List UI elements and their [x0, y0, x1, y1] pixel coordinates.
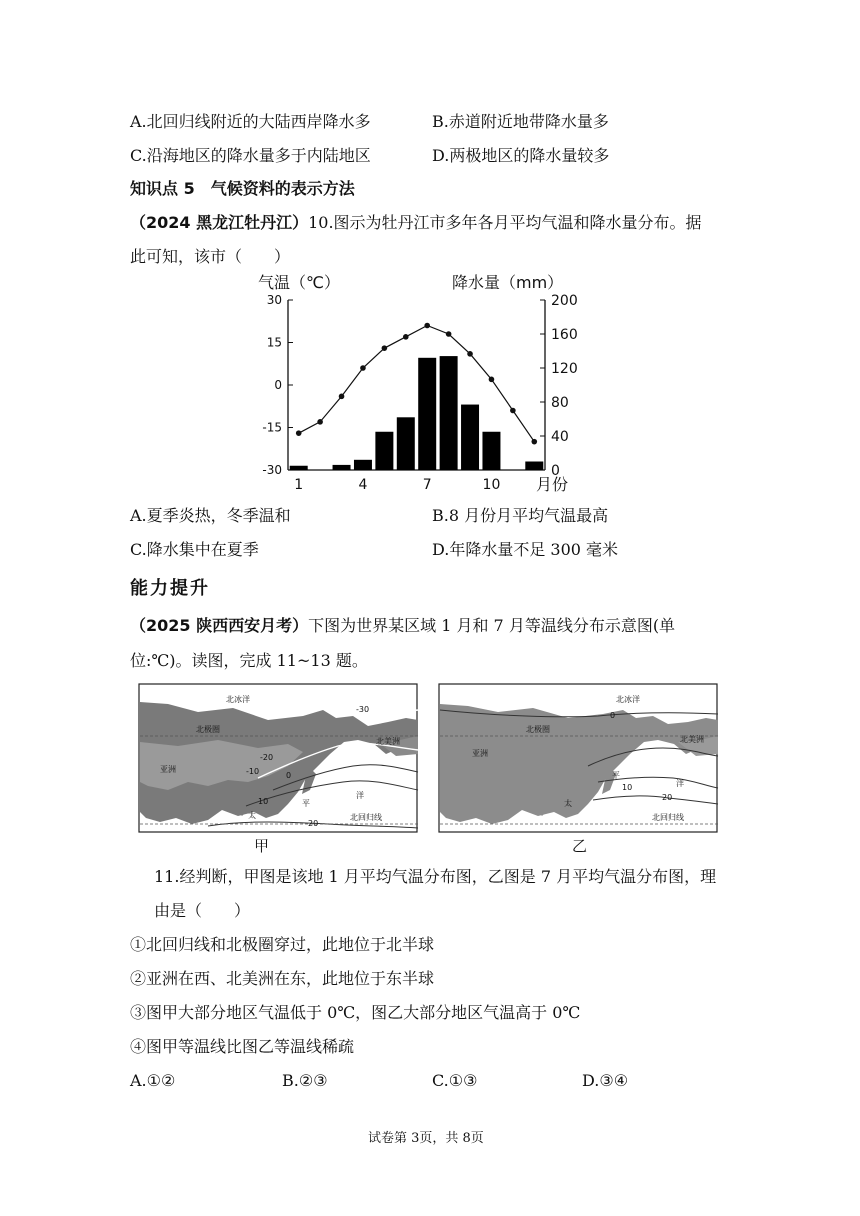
q11-item-1: ①北回归线和北极圈穿过，此地位于北半球	[130, 935, 435, 954]
map-yi-label-arctic-ocean: 北冰洋	[616, 695, 640, 704]
q11-item-2: ②亚洲在西、北美洲在东，此地位于东半球	[130, 969, 435, 988]
q10-option-c: C.降水集中在夏季	[130, 540, 259, 559]
chart-right-tick-label: 40	[551, 429, 569, 445]
map-yi	[438, 682, 720, 857]
chart-precip-bar	[461, 405, 479, 470]
chart-temperature-point	[446, 331, 452, 337]
chart-right-tick-label: 120	[551, 361, 578, 377]
section-ability-title: 能力提升	[130, 578, 210, 599]
q11-option-a: A.①②	[130, 1071, 176, 1090]
chart-temperature-point	[317, 419, 323, 425]
q11-13-intro-line1	[130, 615, 675, 637]
chart-precip-bar	[440, 356, 458, 470]
map-yi-label-north-america: 北美洲	[680, 735, 704, 744]
q10-line1	[130, 212, 702, 234]
q11-13-source: （2025 陕西西安月考）	[130, 616, 309, 635]
q11-item-3: ③图甲大部分地区气温低于 0℃，图乙大部分地区气温高于 0℃	[130, 1003, 581, 1022]
q11-stem-2: 由是（ ）	[154, 901, 251, 920]
chart-precip-bar	[333, 465, 351, 470]
map-jia-label-yang: 洋	[356, 791, 364, 800]
chart-x-tick-label: 7	[422, 477, 432, 493]
chart-temperature-line	[299, 326, 535, 442]
q10-option-b: B.8 月份月平均气温最高	[432, 506, 609, 525]
chart-temperature-point	[296, 430, 302, 436]
section-5-title: 知识点 5 气候资料的表示方法	[130, 179, 355, 198]
q11-option-b: B.②③	[282, 1071, 328, 1090]
q11-13-intro-text: 下图为世界某区域 1 月和 7 月等温线分布示意图(单	[308, 616, 676, 635]
chart-right-tick-label: 160	[551, 327, 578, 343]
chart-precip-bar	[482, 432, 500, 470]
map-yi-label-20: 20	[662, 793, 673, 802]
map-jia-label-m30: -30	[356, 705, 370, 714]
climate-chart	[250, 268, 595, 500]
chart-x-label: 月份	[536, 475, 569, 494]
q9-option-d: D.两极地区的降水量较多	[432, 146, 610, 165]
map-jia-label-arctic-ocean: 北冰洋	[226, 695, 250, 704]
q11-13-intro-line2: 位:℃)。读图，完成 11~13 题。	[130, 651, 368, 670]
chart-left-tick-label: 0	[274, 378, 282, 392]
map-yi-label-10: 10	[622, 783, 633, 792]
chart-temperature-point	[510, 408, 516, 414]
chart-x-tick-label: 4	[358, 477, 368, 493]
q10-source: （2024 黑龙江牡丹江）	[130, 213, 309, 232]
chart-precip-bar	[375, 432, 393, 470]
chart-temperature-point	[531, 439, 537, 445]
chart-precip-bar	[354, 460, 372, 470]
q9-option-c: C.沿海地区的降水量多于内陆地区	[130, 146, 371, 165]
chart-left-tick-label: -30	[262, 463, 282, 477]
map-yi-label-0: 0	[610, 711, 616, 720]
map-jia-label-20: 20	[308, 819, 319, 828]
map-jia-label-0: 0	[286, 771, 292, 780]
map-yi-label-asia: 亚洲	[472, 749, 488, 758]
chart-temperature-point	[403, 334, 409, 340]
q11-option-c: C.①③	[432, 1071, 478, 1090]
map-jia-caption: 甲	[254, 837, 270, 855]
chart-precip-bar	[397, 417, 415, 470]
chart-left-tick-label: -15	[262, 420, 282, 435]
chart-right-tick-label: 0	[551, 463, 560, 479]
q10-stem-1: 10.图示为牡丹江市多年各月平均气温和降水量分布。据	[308, 213, 702, 232]
map-yi-label-ping: 平	[612, 771, 620, 780]
map-jia-label-m10: -10	[246, 767, 260, 776]
chart-right-tick-label: 200	[551, 293, 578, 309]
q10-option-a: A.夏季炎热，冬季温和	[130, 506, 291, 525]
chart-precip-bar	[418, 358, 436, 470]
map-jia	[138, 682, 420, 857]
chart-temperature-point	[339, 394, 345, 400]
map-jia-label-asia: 亚洲	[160, 765, 176, 774]
q11-stem-1: 11.经判断，甲图是该地 1 月平均气温分布图，乙图是 7 月平均气温分布图，理	[154, 867, 717, 886]
chart-precip-bar	[290, 466, 308, 470]
map-jia-label-ping: 平	[302, 799, 310, 808]
chart-precip-bar	[525, 462, 543, 471]
chart-left-tick-label: 15	[266, 335, 282, 350]
chart-right-axis-label: 降水量（mm）	[452, 273, 564, 292]
map-yi-label-tropic: 北回归线	[652, 813, 684, 822]
q9-option-a: A.北回归线附近的大陆西岸降水多	[130, 112, 371, 131]
q9-option-b: B.赤道附近地带降水量多	[432, 112, 609, 131]
map-jia-label-tai: 太	[248, 811, 256, 820]
map-jia-label-10: 10	[258, 797, 269, 806]
map-yi-label-tai: 太	[564, 799, 572, 808]
chart-x-tick-label: 1	[294, 477, 304, 493]
q10-stem-2: 此可知，该市（ ）	[130, 247, 291, 266]
q11-item-4: ④图甲等温线比图乙等温线稀疏	[130, 1037, 355, 1056]
chart-right-tick-label: 80	[551, 395, 569, 411]
chart-temperature-point	[360, 365, 366, 371]
map-jia-label-arctic-circle: 北极圈	[196, 725, 220, 734]
map-yi-label-yang: 洋	[676, 779, 684, 788]
chart-x-tick-label: 10	[482, 477, 501, 493]
chart-temperature-point	[467, 351, 473, 357]
q10-option-d: D.年降水量不足 300 毫米	[432, 540, 619, 559]
chart-temperature-point	[382, 345, 388, 351]
map-jia-label-tropic: 北回归线	[350, 813, 382, 822]
map-yi-label-arctic-circle: 北极圈	[526, 725, 550, 734]
chart-left-axis-label: 气温（℃）	[258, 273, 340, 292]
chart-temperature-point	[424, 323, 430, 329]
q11-option-d: D.③④	[582, 1071, 629, 1090]
map-yi-caption: 乙	[572, 837, 588, 855]
map-jia-label-north-america: 北美洲	[376, 737, 400, 746]
chart-temperature-point	[489, 377, 495, 383]
chart-left-tick-label: 30	[266, 293, 282, 307]
map-jia-label-m20: -20	[260, 753, 274, 762]
page-footer: 试卷第 3页，共 8页	[368, 1131, 484, 1146]
